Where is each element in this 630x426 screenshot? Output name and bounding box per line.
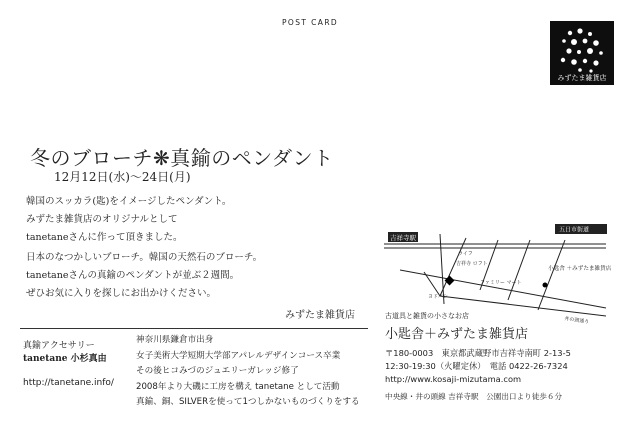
profile-line: 2008年より大磯に工房を構え tanetane として活動 (136, 381, 340, 392)
intro-paragraph-2 (26, 249, 262, 303)
address-line: 12:30-19:30（火曜定休） 電話 0422-26-7324 (385, 361, 568, 371)
map-shop-label (548, 264, 612, 272)
map-life: ライフ (458, 251, 473, 257)
map-road-bottom: 井の頭通り (563, 315, 590, 326)
artist-name: tanetane 小杉真由 (23, 354, 107, 364)
map-family: ファミリー マート (480, 280, 522, 286)
intro-line: 韓国のスッカラ(匙)をイメージしたペンダント。 (26, 196, 232, 207)
intro-line: ぜひお気に入りを探しにお出かけください。 (26, 288, 217, 299)
shop-name: 小匙舎＋みずたま雑貨店 (385, 327, 529, 342)
shop-address (385, 347, 571, 386)
intro-line: tanetaneさんに作って頂きました。 (26, 232, 183, 243)
map-yodobashi: ヨドバシ (428, 294, 448, 300)
event-dates: 12月12日(水)～24日(月) (54, 170, 191, 184)
intro-line: tanetaneさんの真鍮のペンダントが並ぶ２週間。 (26, 270, 240, 281)
map-shop-marker (543, 283, 548, 288)
profile-line: 女子美術大学短期大学部アパレルデザインコース卒業 (136, 350, 341, 361)
map-road-top: 五日市街道 (559, 226, 590, 234)
map-loft: 吉祥寺 ロフト (456, 261, 488, 267)
artist-role: 真鍮アクセサリー (23, 341, 95, 351)
address-line: 〒180-0003 東京都武蔵野市吉祥寺南町 2-13-5 (385, 348, 571, 358)
artist-profile (136, 333, 360, 411)
artist-url-link[interactable]: http://tanetane.info/ (23, 378, 114, 388)
intro-line: みずたま雑貨店のオリジナルとして (26, 214, 178, 225)
access-info: 中央線・井の頭線 吉祥寺駅 公園出口より徒歩６分 (385, 392, 563, 401)
logo-text: みずたま雑貨店 (557, 74, 607, 82)
divider (20, 328, 368, 329)
page-title: 冬のブローチ❋真鍮のペンダント (30, 146, 334, 170)
profile-line: 神奈川県鎌倉市出身 (136, 335, 214, 345)
map-shop-line: 小匙舎 ＋みずたま雑貨店 (548, 266, 612, 272)
postcard-label: POST CARD (282, 18, 339, 27)
shop-tag: 古道具と雑貨の小さなお店 (385, 312, 469, 320)
shop-url-link[interactable]: http://www.kosaji-mizutama.com (385, 374, 522, 384)
access-map (380, 210, 612, 326)
intro-line: 日本のなつかしいブローチ。韓国の天然石のブローチ。 (26, 252, 263, 263)
profile-line: 真鍮、銅、SILVERを使って1つしかないものづくりをする (136, 397, 360, 407)
map-station: 吉祥寺駅 (390, 234, 416, 242)
profile-line: その後ヒコみづのジュエリーガレッジ修了 (136, 366, 299, 376)
intro-paragraph (26, 193, 231, 247)
signature: みずたま雑貨店 (285, 310, 355, 321)
